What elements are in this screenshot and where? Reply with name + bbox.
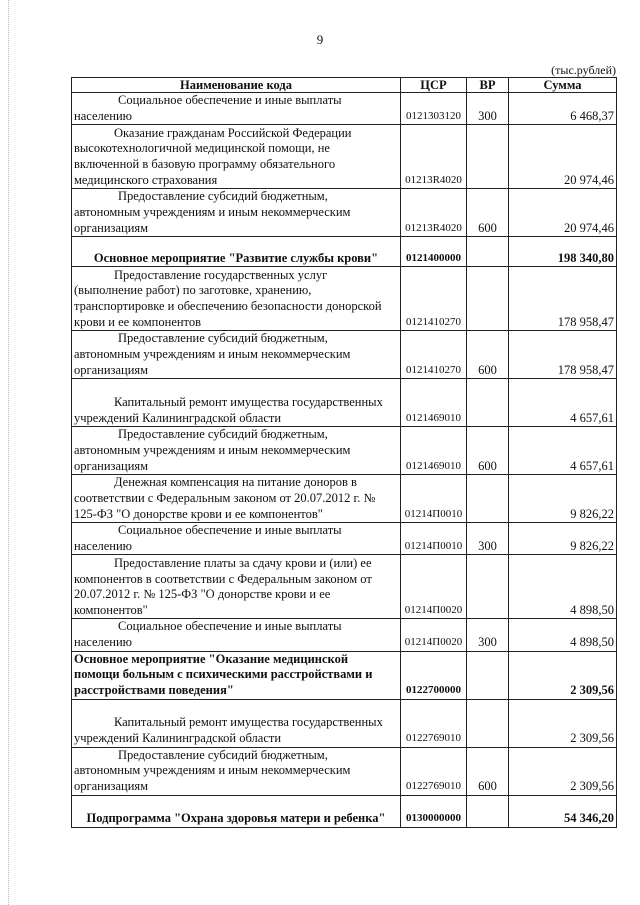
row-vr bbox=[467, 475, 509, 523]
row-name bbox=[72, 747, 401, 795]
row-name-line: 20.07.2012 г. № 125-ФЗ "О донорстве крови и ее bbox=[74, 587, 331, 602]
budget-table bbox=[71, 77, 617, 828]
row-name-line: Предоставление субсидий бюджетным, bbox=[118, 331, 328, 346]
row-name bbox=[72, 267, 401, 331]
header-vr: ВР bbox=[467, 78, 509, 93]
row-name-line: Предоставление платы за сдачу крови и (или) ее bbox=[114, 556, 372, 570]
row-sum: 9 826,22 bbox=[509, 475, 617, 523]
row-sum: 4 898,50 bbox=[509, 619, 617, 651]
row-code: 0122700000 bbox=[401, 651, 467, 699]
row-name bbox=[72, 331, 401, 379]
table-row bbox=[72, 331, 617, 379]
row-name bbox=[72, 651, 401, 699]
table-row bbox=[72, 475, 617, 523]
row-name bbox=[72, 699, 401, 747]
table-row bbox=[72, 555, 617, 619]
row-name bbox=[72, 619, 401, 651]
header-name: Наименование кода bbox=[72, 78, 401, 93]
row-name-line: автономным учреждениям и иным некоммерческим bbox=[74, 763, 351, 778]
row-vr: 300 bbox=[467, 93, 509, 125]
row-name bbox=[72, 795, 401, 827]
table-header-row bbox=[72, 78, 617, 93]
row-name-line: учреждений Калининградской области bbox=[74, 410, 282, 425]
row-code: 01214П0010 bbox=[401, 523, 467, 555]
row-name-line: компонентов" bbox=[74, 602, 148, 617]
row-vr bbox=[467, 125, 509, 189]
table-row bbox=[72, 699, 617, 747]
row-name-line: организациям bbox=[74, 458, 149, 473]
table-row bbox=[72, 237, 617, 267]
row-code: 0121400000 bbox=[401, 237, 467, 267]
row-vr: 600 bbox=[467, 331, 509, 379]
row-vr bbox=[467, 267, 509, 331]
row-sum: 4 657,61 bbox=[509, 379, 617, 427]
row-name-line: Предоставление субсидий бюджетным, bbox=[118, 747, 328, 762]
row-name-line: Основное мероприятие "Развитие службы крови" bbox=[93, 250, 379, 265]
row-name bbox=[72, 125, 401, 189]
row-name-line: организациям bbox=[74, 362, 149, 377]
row-name-line: населению bbox=[74, 108, 132, 123]
row-sum: 54 346,20 bbox=[509, 795, 617, 827]
row-code: 01214П0020 bbox=[401, 619, 467, 651]
row-name-line: 125-ФЗ "О донорстве крови и ее компонентов" bbox=[74, 506, 323, 521]
row-name-line: населению bbox=[74, 538, 132, 553]
header-code: ЦСР bbox=[401, 78, 467, 93]
table-row bbox=[72, 651, 617, 699]
row-code: 0122769010 bbox=[401, 747, 467, 795]
row-name bbox=[72, 523, 401, 555]
row-name-line: Социальное обеспечение и иные выплаты bbox=[118, 619, 342, 634]
row-sum: 4 657,61 bbox=[509, 427, 617, 475]
row-name bbox=[72, 475, 401, 523]
row-vr: 300 bbox=[467, 523, 509, 555]
row-name-line: включенной в базовую программу обязательного bbox=[74, 157, 336, 171]
row-code: 0121469010 bbox=[401, 427, 467, 475]
row-name-line: компонентов в соответствии с Федеральным законом от bbox=[74, 571, 372, 586]
row-code: 0121303120 bbox=[401, 93, 467, 125]
row-code: 0130000000 bbox=[401, 795, 467, 827]
row-code: 0121410270 bbox=[401, 267, 467, 331]
table-row bbox=[72, 379, 617, 427]
table-row bbox=[72, 427, 617, 475]
row-name-line: автономным учреждениям и иным некоммерческим bbox=[74, 205, 351, 219]
row-sum: 2 309,56 bbox=[509, 747, 617, 795]
row-name-line: Предоставление субсидий бюджетным, bbox=[118, 427, 328, 442]
header-sum: Сумма bbox=[509, 78, 617, 93]
table-row bbox=[72, 747, 617, 795]
row-sum: 178 958,47 bbox=[509, 267, 617, 331]
row-sum: 20 974,46 bbox=[509, 189, 617, 237]
row-vr bbox=[467, 555, 509, 619]
units-label: (тыс.рублей) bbox=[551, 63, 616, 77]
row-name-line: учреждений Калининградской области bbox=[74, 730, 282, 745]
scan-margin-line bbox=[8, 0, 9, 905]
table-row bbox=[72, 795, 617, 827]
row-sum: 20 974,46 bbox=[509, 125, 617, 189]
row-vr bbox=[467, 699, 509, 747]
row-name bbox=[72, 379, 401, 427]
row-name-line: автономным учреждениям и иным некоммерческим bbox=[74, 347, 351, 361]
row-sum: 6 468,37 bbox=[509, 93, 617, 125]
row-vr bbox=[467, 237, 509, 267]
row-name-line: Оказание гражданам Российской Федерации bbox=[114, 125, 352, 140]
row-name-line: медицинского страхования bbox=[74, 172, 218, 187]
row-sum: 9 826,22 bbox=[509, 523, 617, 555]
row-code: 01214П0010 bbox=[401, 475, 467, 523]
row-name-line: Капитальный ремонт имущества государственных bbox=[114, 395, 383, 409]
row-name-line: высокотехнологичной медицинской помощи, не bbox=[74, 141, 330, 156]
row-sum: 2 309,56 bbox=[509, 699, 617, 747]
row-name-line: Предоставление субсидий бюджетным, bbox=[118, 189, 328, 204]
row-name-line: Предоставление государственных услуг bbox=[114, 267, 328, 282]
table-row bbox=[72, 125, 617, 189]
row-vr: 600 bbox=[467, 427, 509, 475]
page-number: 9 bbox=[316, 32, 324, 47]
row-code: 01214П0020 bbox=[401, 555, 467, 619]
row-sum: 198 340,80 bbox=[509, 237, 617, 267]
row-vr bbox=[467, 379, 509, 427]
row-code: 0122769010 bbox=[401, 699, 467, 747]
row-sum: 178 958,47 bbox=[509, 331, 617, 379]
row-name-line: Подпрограмма "Охрана здоровья матери и ребенка" bbox=[86, 810, 386, 825]
row-vr bbox=[467, 651, 509, 699]
row-sum: 2 309,56 bbox=[509, 651, 617, 699]
row-name-line: организациям bbox=[74, 220, 149, 235]
row-code: 0121410270 bbox=[401, 331, 467, 379]
row-code: 01213R4020 bbox=[401, 125, 467, 189]
row-name-line: Капитальный ремонт имущества государственных bbox=[114, 715, 383, 730]
row-name-line: Основное мероприятие "Оказание медицинской bbox=[74, 651, 349, 666]
row-name-line: автономным учреждениям и иным некоммерческим bbox=[74, 443, 351, 457]
row-name-line: транспортировке и обеспечению безопасности донорской bbox=[74, 299, 382, 313]
row-name bbox=[72, 427, 401, 475]
row-name-line: крови и ее компонентов bbox=[74, 314, 202, 329]
row-vr: 600 bbox=[467, 747, 509, 795]
row-code: 0121469010 bbox=[401, 379, 467, 427]
table-row bbox=[72, 189, 617, 237]
row-vr bbox=[467, 795, 509, 827]
row-name-line: расстройствами поведения" bbox=[74, 682, 234, 697]
row-name-line: Денежная компенсация на питание доноров в bbox=[114, 475, 357, 490]
row-name-line: соответствии с Федеральным законом от 20.07.2012 г. № bbox=[74, 491, 376, 505]
row-name-line: Социальное обеспечение и иные выплаты bbox=[118, 93, 342, 107]
row-vr: 600 bbox=[467, 189, 509, 237]
row-name-line: помощи больным с психическими расстройствами и bbox=[74, 667, 373, 682]
table-row bbox=[72, 93, 617, 125]
row-name bbox=[72, 189, 401, 237]
row-name bbox=[72, 93, 401, 125]
table-row bbox=[72, 523, 617, 555]
table-body bbox=[72, 93, 617, 828]
row-name bbox=[72, 555, 401, 619]
table-row bbox=[72, 267, 617, 331]
table-row bbox=[72, 619, 617, 651]
row-name-line: населению bbox=[74, 634, 132, 649]
row-vr: 300 bbox=[467, 619, 509, 651]
row-name-line: организациям bbox=[74, 778, 149, 793]
row-name-line: (выполнение работ) по заготовке, хранению, bbox=[74, 283, 312, 298]
row-code: 01213R4020 bbox=[401, 189, 467, 237]
row-sum: 4 898,50 bbox=[509, 555, 617, 619]
row-name bbox=[72, 237, 401, 267]
row-name-line: Социальное обеспечение и иные выплаты bbox=[118, 523, 342, 538]
